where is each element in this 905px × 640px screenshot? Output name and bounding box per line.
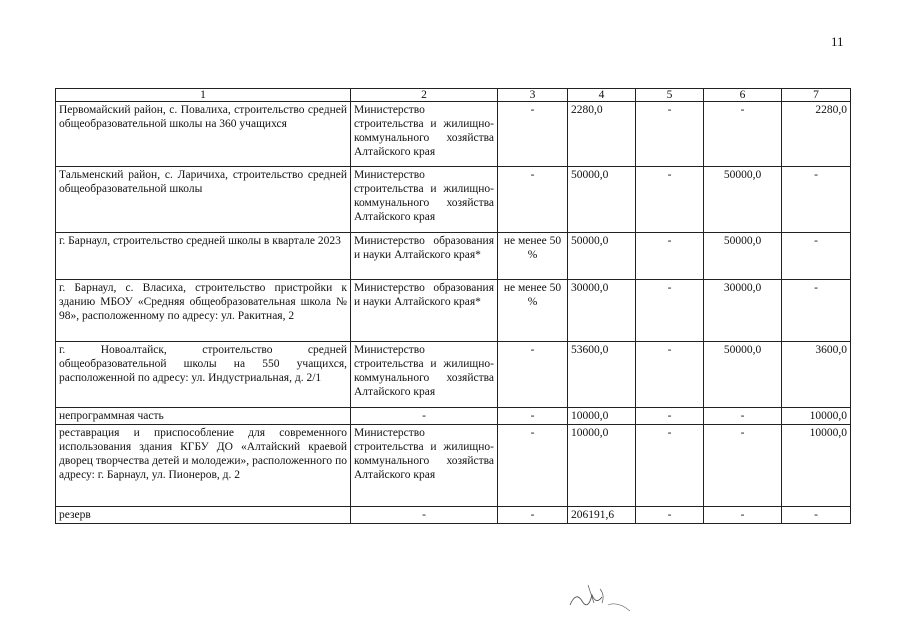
share-cell: не менее 50 %: [498, 280, 568, 342]
share-cell: -: [498, 167, 568, 233]
total-cell: 206191,6: [568, 507, 636, 524]
table-row: [56, 408, 851, 425]
page-number: 11: [831, 34, 844, 49]
total-cell: 2280,0: [568, 102, 636, 167]
ministry-cell: Министерство образования и науки Алтайского края*: [351, 233, 498, 280]
share-cell: не менее 50 %: [498, 233, 568, 280]
col7-cell: 10000,0: [782, 408, 851, 425]
table-row: [56, 102, 851, 167]
total-cell: 10000,0: [568, 425, 636, 507]
ministry-cell: -: [351, 507, 498, 524]
col-header-4: 4: [568, 89, 636, 102]
share-cell: -: [498, 342, 568, 408]
col6-cell: 50000,0: [704, 342, 782, 408]
col5-cell: -: [636, 342, 704, 408]
col5-cell: -: [636, 280, 704, 342]
col7-cell: 2280,0: [782, 102, 851, 167]
object-cell: реставрация и приспособление для современного использования здания КГБУ ДО «Алтайский краевой дворец творчества детей и молодежи», расположенного по адресу: г. Барнаул, ул. Пионеров, д. 2: [56, 425, 351, 507]
object-cell: Первомайский район, с. Повалиха, строительство средней общеобразовательной школы на 360 учащихся: [56, 102, 351, 167]
col6-cell: -: [704, 425, 782, 507]
total-cell: 30000,0: [568, 280, 636, 342]
col5-cell: -: [636, 507, 704, 524]
col5-cell: -: [636, 233, 704, 280]
object-cell: г. Новоалтайск, строительство средней общеобразовательной школы на 550 учащихся, расположенной по адресу: ул. Индустриальная, д. 2/1: [56, 342, 351, 408]
table-row: [56, 233, 851, 280]
table-row: [56, 280, 851, 342]
col6-cell: 50000,0: [704, 233, 782, 280]
share-cell: -: [498, 408, 568, 425]
col7-cell: 10000,0: [782, 425, 851, 507]
object-cell: г. Барнаул, строительство средней школы в квартале 2023: [56, 233, 351, 280]
total-cell: 10000,0: [568, 408, 636, 425]
table-row: [56, 167, 851, 233]
object-cell: Тальменский район, с. Ларичиха, строительство средней общеобразовательной школы: [56, 167, 351, 233]
ministry-cell: Министерство образования и науки Алтайского края*: [351, 280, 498, 342]
total-cell: 50000,0: [568, 167, 636, 233]
ministry-cell: Министерство строительства и жилищно-коммунального хозяйства Алтайского края: [351, 102, 498, 167]
table-row: [56, 507, 851, 524]
table-row: [56, 342, 851, 408]
col-header-2: 2: [351, 89, 498, 102]
ministry-cell: Министерство строительства и жилищно-коммунального хозяйства Алтайского края: [351, 167, 498, 233]
col6-cell: 30000,0: [704, 280, 782, 342]
total-cell: 50000,0: [568, 233, 636, 280]
share-cell: -: [498, 425, 568, 507]
object-cell: непрограммная часть: [56, 408, 351, 425]
col7-cell: -: [782, 167, 851, 233]
col-header-6: 6: [704, 89, 782, 102]
col-header-5: 5: [636, 89, 704, 102]
col6-cell: -: [704, 102, 782, 167]
col5-cell: -: [636, 425, 704, 507]
col7-cell: 3600,0: [782, 342, 851, 408]
table-row: [56, 425, 851, 507]
col-header-3: 3: [498, 89, 568, 102]
col5-cell: -: [636, 408, 704, 425]
ministry-cell: Министерство строительства и жилищно-коммунального хозяйства Алтайского края: [351, 425, 498, 507]
col7-cell: -: [782, 507, 851, 524]
ministry-cell: Министерство строительства и жилищно-коммунального хозяйства Алтайского края: [351, 342, 498, 408]
col5-cell: -: [636, 102, 704, 167]
budget-table: [55, 88, 851, 524]
object-cell: резерв: [56, 507, 351, 524]
share-cell: -: [498, 507, 568, 524]
col6-cell: 50000,0: [704, 167, 782, 233]
total-cell: 53600,0: [568, 342, 636, 408]
col7-cell: -: [782, 233, 851, 280]
col5-cell: -: [636, 167, 704, 233]
share-cell: -: [498, 102, 568, 167]
ministry-cell: -: [351, 408, 498, 425]
col6-cell: -: [704, 408, 782, 425]
col6-cell: -: [704, 507, 782, 524]
header-row: [56, 89, 851, 102]
col7-cell: -: [782, 280, 851, 342]
signature-mark: [560, 575, 650, 620]
object-cell: г. Барнаул, с. Власиха, строительство пристройки к зданию МБОУ «Средняя общеобразовательная школа № 98», расположенному по адресу: ул. Ракитная, 2: [56, 280, 351, 342]
col-header-7: 7: [782, 89, 851, 102]
col-header-1: 1: [56, 89, 351, 102]
